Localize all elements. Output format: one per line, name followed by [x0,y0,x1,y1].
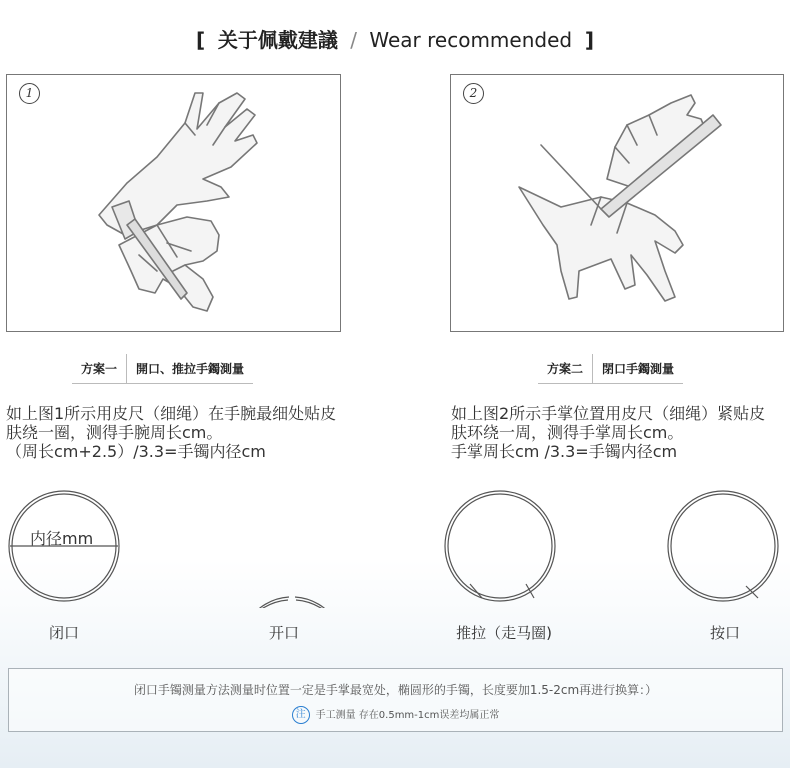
title-slash: / [350,28,358,52]
note-line-2: 手工测量 存在0.5mm-1cm误差均属正常 [315,710,500,721]
plan-2-title: 閉口手鐲測量 [602,362,675,376]
plan-2-number-label: 方案二 [538,354,593,383]
wrist-measure-illustration [7,75,340,331]
title-english: Wear recommended [369,28,573,52]
method-2-desc-line: 肤环绕一周，测得手掌周长cm。 [451,423,684,442]
caption-open: 开口 [268,624,299,642]
method-1-desc-line: （周长cm+2.5）/3.3=手镯内径cm [6,442,266,461]
method-2-desc-line: 手掌周长cm /3.3=手镯内径cm [451,442,678,461]
title-bracket-left: [ [196,28,206,52]
note-badge-icon: 注 [292,706,310,724]
push-pull-bangle-icon [445,491,555,601]
caption-clasp: 按口 [709,624,740,642]
bangle-diagrams [0,488,790,608]
plan-1-title: 開口、推拉手鐲測量 [136,362,245,376]
page-title [0,24,790,53]
plan-1-label [72,354,253,384]
method-1-desc-line: 如上图1所示用皮尺（细绳）在手腕最细处贴皮 [6,404,337,423]
title-bracket-right: ] [584,28,594,52]
method-1-desc-line: 肤绕一圈，测得手腕周长cm。 [6,423,223,442]
caption-closed: 闭口 [48,624,79,642]
method-2-desc-line: 如上图2所示手掌位置用皮尺（细绳）紧贴皮 [451,404,766,423]
plan-1-number-label: 方案一 [72,354,127,383]
title-chinese: 关于佩戴建議 [217,28,338,52]
palm-measure-illustration [451,75,783,331]
open-bangle-icon [237,597,347,608]
illustration-1 [6,74,341,332]
method-2-description [451,404,765,461]
plan-2-label [538,354,683,384]
illustration-2-number: 2 [463,83,484,104]
clasp-bangle-icon [668,491,778,601]
illustration-2 [450,74,784,332]
note-box [8,668,783,732]
note-line-2-wrap [9,706,782,724]
inner-diameter-label: 内径mm [30,529,94,548]
caption-push-pull: 推拉（走马圈) [456,624,552,642]
note-line-1: 闭口手镯测量方法测量时位置一定是手掌最宽处，椭圆形的手镯，长度要加1.5-2cm再进行换算：） [133,683,658,697]
illustration-1-number: 1 [19,83,40,104]
method-1-description [6,404,336,461]
